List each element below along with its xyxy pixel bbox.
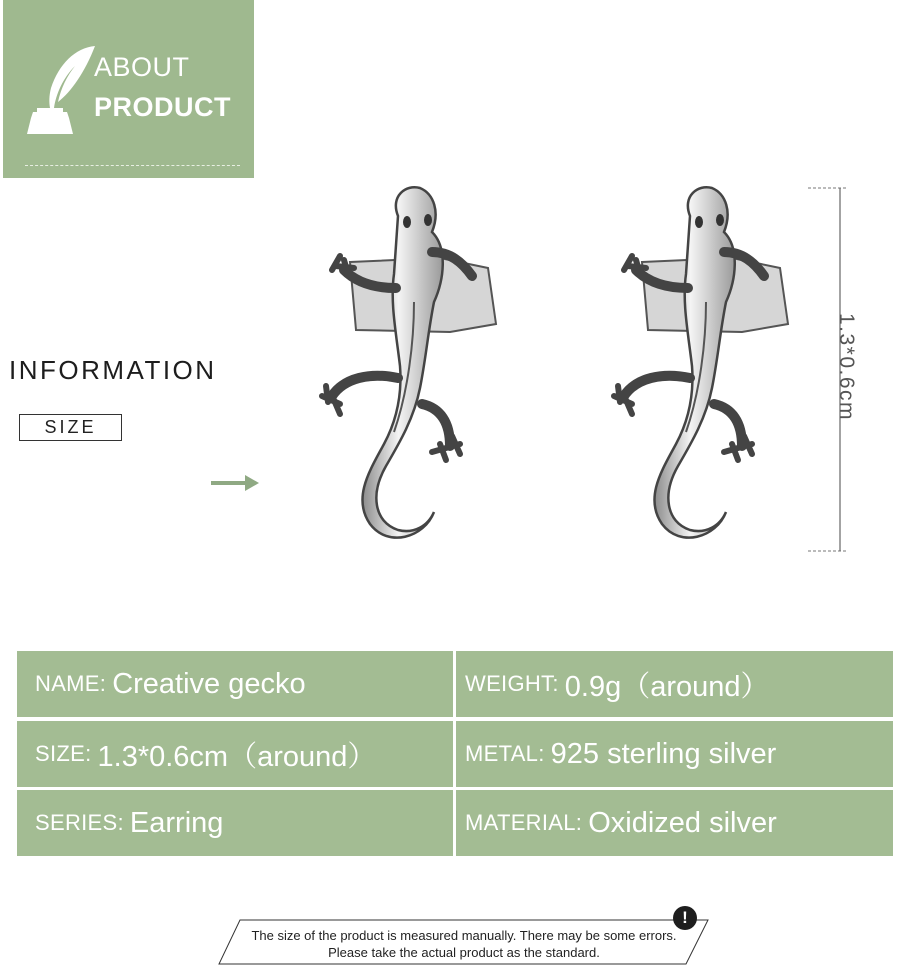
information-heading: INFORMATION (9, 355, 217, 385)
gecko-earring-image (310, 182, 500, 572)
cell-key: MATERIAL: (465, 810, 583, 835)
table-cell-size (17, 721, 453, 787)
about-label: ABOUT (94, 52, 190, 82)
disclaimer-line-1: The size of the product is measured manually. There may be some errors. (251, 928, 677, 943)
cell-value: 1.3*0.6cm（around） (97, 740, 377, 773)
cell-key: SERIES: (35, 810, 124, 835)
product-info-table (17, 651, 893, 857)
quill-inkwell-icon (23, 42, 101, 138)
disclaimer-line-2: Please take the actual product as the standard. (328, 945, 600, 960)
cell-key: WEIGHT: (465, 671, 559, 696)
cell-key: NAME: (35, 671, 107, 696)
table-cell-name (17, 651, 453, 717)
dimension-label: 1.3*0.6cm (835, 312, 858, 422)
cell-value: 925 sterling silver (550, 737, 777, 770)
table-cell-metal (456, 721, 893, 787)
cell-value: 0.9g（around） (564, 670, 770, 703)
arrow-right-icon (211, 475, 259, 491)
gecko-earring-image (602, 182, 792, 572)
cell-key: SIZE: (35, 741, 92, 766)
about-product-banner (3, 0, 254, 178)
dashed-divider (25, 165, 240, 166)
cell-key: METAL: (465, 741, 545, 766)
measurement-disclaimer (218, 912, 710, 966)
exclamation-icon: ! (673, 906, 697, 930)
table-cell-series (17, 790, 453, 856)
table-cell-material (456, 790, 893, 856)
cell-value: Oxidized silver (588, 806, 777, 839)
cell-value: Creative gecko (112, 667, 306, 700)
table-cell-weight (456, 651, 893, 717)
size-tag: SIZE (19, 414, 122, 441)
product-label: PRODUCT (94, 92, 231, 122)
cell-value: Earring (129, 806, 224, 839)
